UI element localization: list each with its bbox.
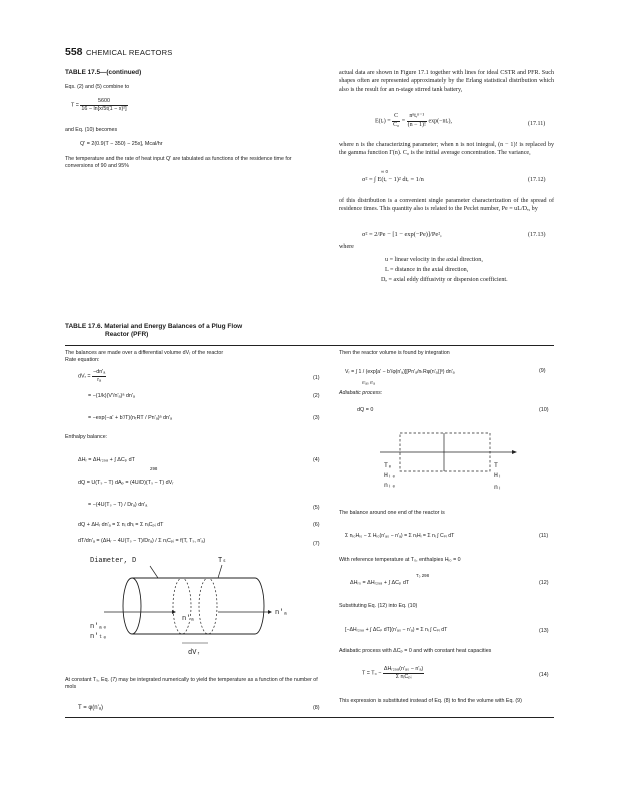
eq-number-7: (7) <box>313 541 320 547</box>
eq1711-equals: = <box>401 118 406 125</box>
equation-1 <box>78 369 106 384</box>
reference-temp-label: With reference temperature at T₀, enthalpies Hᵢ₀ = 0 <box>339 557 461 563</box>
definition-L: L = distance in the axial direction, <box>385 267 469 273</box>
equation-13: [−ΔHᵣ₂₉₈ + ∫ ΔCₚ dT](n'ₐ₀ − n'ₐ) = Σ nᵢ ∫ Cₚᵢ dT <box>345 627 448 633</box>
temperature-equation <box>71 98 128 113</box>
table-17-5-title: TABLE 17.5—(continued) <box>65 69 142 76</box>
fig-na-out-label: n'ₐ <box>275 609 288 617</box>
table-top-rule <box>65 345 554 346</box>
eq-number-8: (8) <box>313 705 320 711</box>
adiabatic-constant-label: Adiabatic process with ΔCₚ = 0 and with constant heat capacities <box>339 648 492 654</box>
fig-n-label: nᵢ <box>494 484 502 491</box>
equation-7: dT/dn'ₐ = (ΔHᵣ − 4U(Tₛ − T)/Drₐ) / Σ nᵢCₚᵢ = f(T, Tₛ, n'ₐ) <box>78 538 206 544</box>
enthalpy-label: Enthalpy balance: <box>65 434 108 440</box>
eq14-num: ΔHᵣ₂₉₈(n'ₐ₀ − n'ₐ) <box>383 666 424 672</box>
equation-2: = −(1/k)(V'/n'ₐ)ᵃ dn'ₐ <box>88 393 135 399</box>
eq-number-4: (4) <box>313 457 320 463</box>
equation-10: dQ = 0 <box>357 407 374 413</box>
temp-fraction <box>80 98 127 113</box>
substitution-label: Substituting Eq. (12) into Eq. (10) <box>339 603 418 609</box>
fig-t0-label: T₀ <box>384 462 392 469</box>
inlet-arrowhead <box>172 610 176 614</box>
outlet-arrowhead <box>268 610 272 614</box>
eq1-frac <box>92 369 106 384</box>
eq1-num: −dn'ₐ <box>93 369 106 375</box>
definition-u: u = linear velocity in the axial direction, <box>385 257 483 263</box>
eq-number-17-11: (17.11) <box>528 121 546 127</box>
final-note: This expression is substituted instead of Eq. (8) to find the volume with Eq. (9) <box>339 698 522 704</box>
eq-number-10: (10) <box>539 407 549 413</box>
eq1711-lhs: E(tᵣ) = <box>375 118 391 125</box>
page-number: 558 <box>65 46 83 58</box>
fig-nt0-label: n'ₜ₀ <box>90 633 107 641</box>
eq-number-2: (2) <box>313 393 320 399</box>
fig-dv-label: dVᵣ <box>188 649 201 657</box>
eq1-den: rₐ <box>97 376 102 383</box>
temp-denominator: 16 − ln[x/5t(1 − x)²] <box>81 105 127 112</box>
pfr-tube-figure <box>70 548 320 663</box>
fig-na0-label: n'ₐ₀ <box>90 623 107 631</box>
erlang-paragraph: actual data are shown in Figure 17.1 together with lines for ideal CSTR and PFR. Such shapes often are represented approximately by the Erlang statistical distribution which also is the result for an n-stage stirred tank battery, <box>339 70 554 93</box>
heat-input-equation: Q' = 2(0.9(T − 350) − 25x], Mcal/hr <box>80 141 163 147</box>
eq-number-17-12: (17.12) <box>528 177 546 183</box>
equation-14 <box>362 666 424 681</box>
table-17-6-title-1: TABLE 17.6. Material and Energy Balances of a Plug Flow <box>65 323 243 330</box>
heat-transfer-equation: dQ = U(Tₛ − T) dAₚ = (4U/D)(Tₛ − T) dVᵣ <box>78 480 174 486</box>
fig-h0-label: Hᵢ₀ <box>384 472 396 479</box>
equation-8: T = φ(n'ₐ) <box>78 705 103 711</box>
eq-number-3: (3) <box>313 415 320 421</box>
eq-number-12: (12) <box>539 580 549 586</box>
rate-equation-label: Rate equation: <box>65 357 100 363</box>
eq4-limit: 298 <box>150 466 158 471</box>
balance-intro: The balances are made over a differential volume dVᵣ of the reactor <box>65 350 224 356</box>
eq-number-17-13: (17.13) <box>528 232 546 238</box>
table-17-5-line2: and Eq. (10) becomes <box>65 127 118 133</box>
eq-number-13: (13) <box>539 628 549 634</box>
temp-numerator: 5600 <box>80 98 127 106</box>
peclet-paragraph: of this distribution is a convenient single parameter characterization of the spread of residence times. This quantity also is related to the Peclet number, Pe = uL/Dₑ, by <box>339 198 554 213</box>
equation-12: ΔHᵣ₀ = ΔHᵣ₂₉₈ + ∫ ΔCₚ dT <box>350 580 410 586</box>
tube-left-end <box>123 578 141 634</box>
integration-intro: Then the reactor volume is found by integration <box>339 350 450 356</box>
equation-6: dQ + ΔHᵣ dn'ₐ = Σ nᵢ dhᵢ = Σ nᵢCₚᵢ dT <box>78 522 164 528</box>
eq1711-c0: C₀ <box>393 121 400 128</box>
equation-5: = −(4U(Tₛ − T) / Drₐ) dn'ₐ <box>88 502 148 508</box>
table-bottom-rule <box>65 717 554 718</box>
eq-number-11: (11) <box>539 533 549 539</box>
eq1711-frac <box>407 113 427 129</box>
eq-number-1: (1) <box>313 375 320 381</box>
equation-17-12: σ² = ∫ E(tᵣ − 1)² dtᵣ = 1/n <box>362 176 424 183</box>
definition-D: Dₑ = axial eddy diffusivity or dispersion coefficient. <box>381 277 508 283</box>
eq-number-9: (9) <box>539 368 546 374</box>
eq1711-den: (n − 1)! <box>407 121 426 128</box>
equation-17-13: σ² = 2/Pe − [1 − exp(−Pe)]/Pe², <box>362 231 442 238</box>
eq1711-num: nⁿtᵣⁿ⁻¹ <box>407 113 427 122</box>
constant-ts-paragraph: At constant Tₛ, Eq. (7) may be integrated numerically to yield the temperature as a function of the number of mols <box>65 677 318 691</box>
adiabatic-reactor-diagram <box>380 425 530 505</box>
eq-number-5: (5) <box>313 505 320 511</box>
eq-number-6: (6) <box>313 522 320 528</box>
equation-11: Σ nᵢ₀Hᵢ₀ − Σ Hᵢ₀(n'ₐ₀ − n'ₐ) = Σ nᵢHᵢ = Σ nᵢ ∫ Cₚᵢ dT <box>345 533 455 539</box>
where-label: where <box>339 244 354 250</box>
temp-lhs: T = <box>71 102 79 109</box>
equation-17-11 <box>375 113 452 129</box>
fig-n0-label: nᵢ₀ <box>384 482 396 489</box>
eq1711-exp: exp(−ntᵣ), <box>428 118 453 125</box>
equation-3: = −exp(−a' + b'/T)(nₜRT / Pn'ₐ)ᵃ dn'ₐ <box>88 415 173 421</box>
eq1-lhs: dVᵣ = <box>78 373 91 380</box>
equation-4: ΔHᵣ = ΔHᵣ₂₉₈ + ∫ ΔCₚ dT <box>78 457 135 463</box>
fig-ts-label: Tₛ <box>218 557 227 565</box>
eq14-lhs: T = T₀ − <box>362 670 382 677</box>
eq1711-c-frac <box>392 113 400 129</box>
tube-right-end <box>255 578 264 634</box>
diameter-leader <box>150 566 158 578</box>
eq14-den: Σ nᵢCₚᵢ <box>395 673 412 680</box>
fig-nai-label: n'ₐ <box>182 615 195 623</box>
fig-diameter-label: Diameter, D <box>90 557 137 565</box>
slice-left <box>173 578 191 634</box>
eq12-limits: T₀ 298 <box>416 573 430 578</box>
equation-9: Vᵣ = ∫ 1 / (exp[a' − b'/φ(n'ₐ)][Pn'ₐ/nₜRφ(n'ₐ)]ᵃ) dn'ₐ <box>345 369 455 375</box>
slice-right <box>199 578 217 634</box>
eq1712-limits: ∞ 0 <box>381 169 388 174</box>
eq9-limits: n'ₐ₀ n'ₐ <box>362 380 375 385</box>
ts-leader <box>218 565 222 578</box>
flow-arrowhead <box>512 450 517 454</box>
table-17-6-title-2: Reactor (PFR) <box>105 331 149 338</box>
eq-number-14: (14) <box>539 672 549 678</box>
fig-h-label: Hᵢ <box>494 472 502 479</box>
eq1711-c: C <box>392 113 400 122</box>
variance-paragraph: where n is the characterizing parameter; when n is not integral, (n − 1)! is replaced by the gamma function Γ(n). C₀ is the initial average concentration. The variance, <box>339 142 554 157</box>
running-title: CHEMICAL REACTORS <box>86 48 173 57</box>
adiabatic-label: Adiabatic process: <box>339 390 383 396</box>
table-17-5-line3: The temperature and the rate of heat input Q' are tabulated as functions of the residence time for conversions of 90 and 95% <box>65 156 292 170</box>
fig-t-label: T <box>494 462 498 469</box>
table-17-5-line1: Eqs. (2) and (5) combine to <box>65 84 130 90</box>
end-balance-label: The balance around one end of the reactor is <box>339 510 445 516</box>
eq14-frac <box>383 666 424 681</box>
